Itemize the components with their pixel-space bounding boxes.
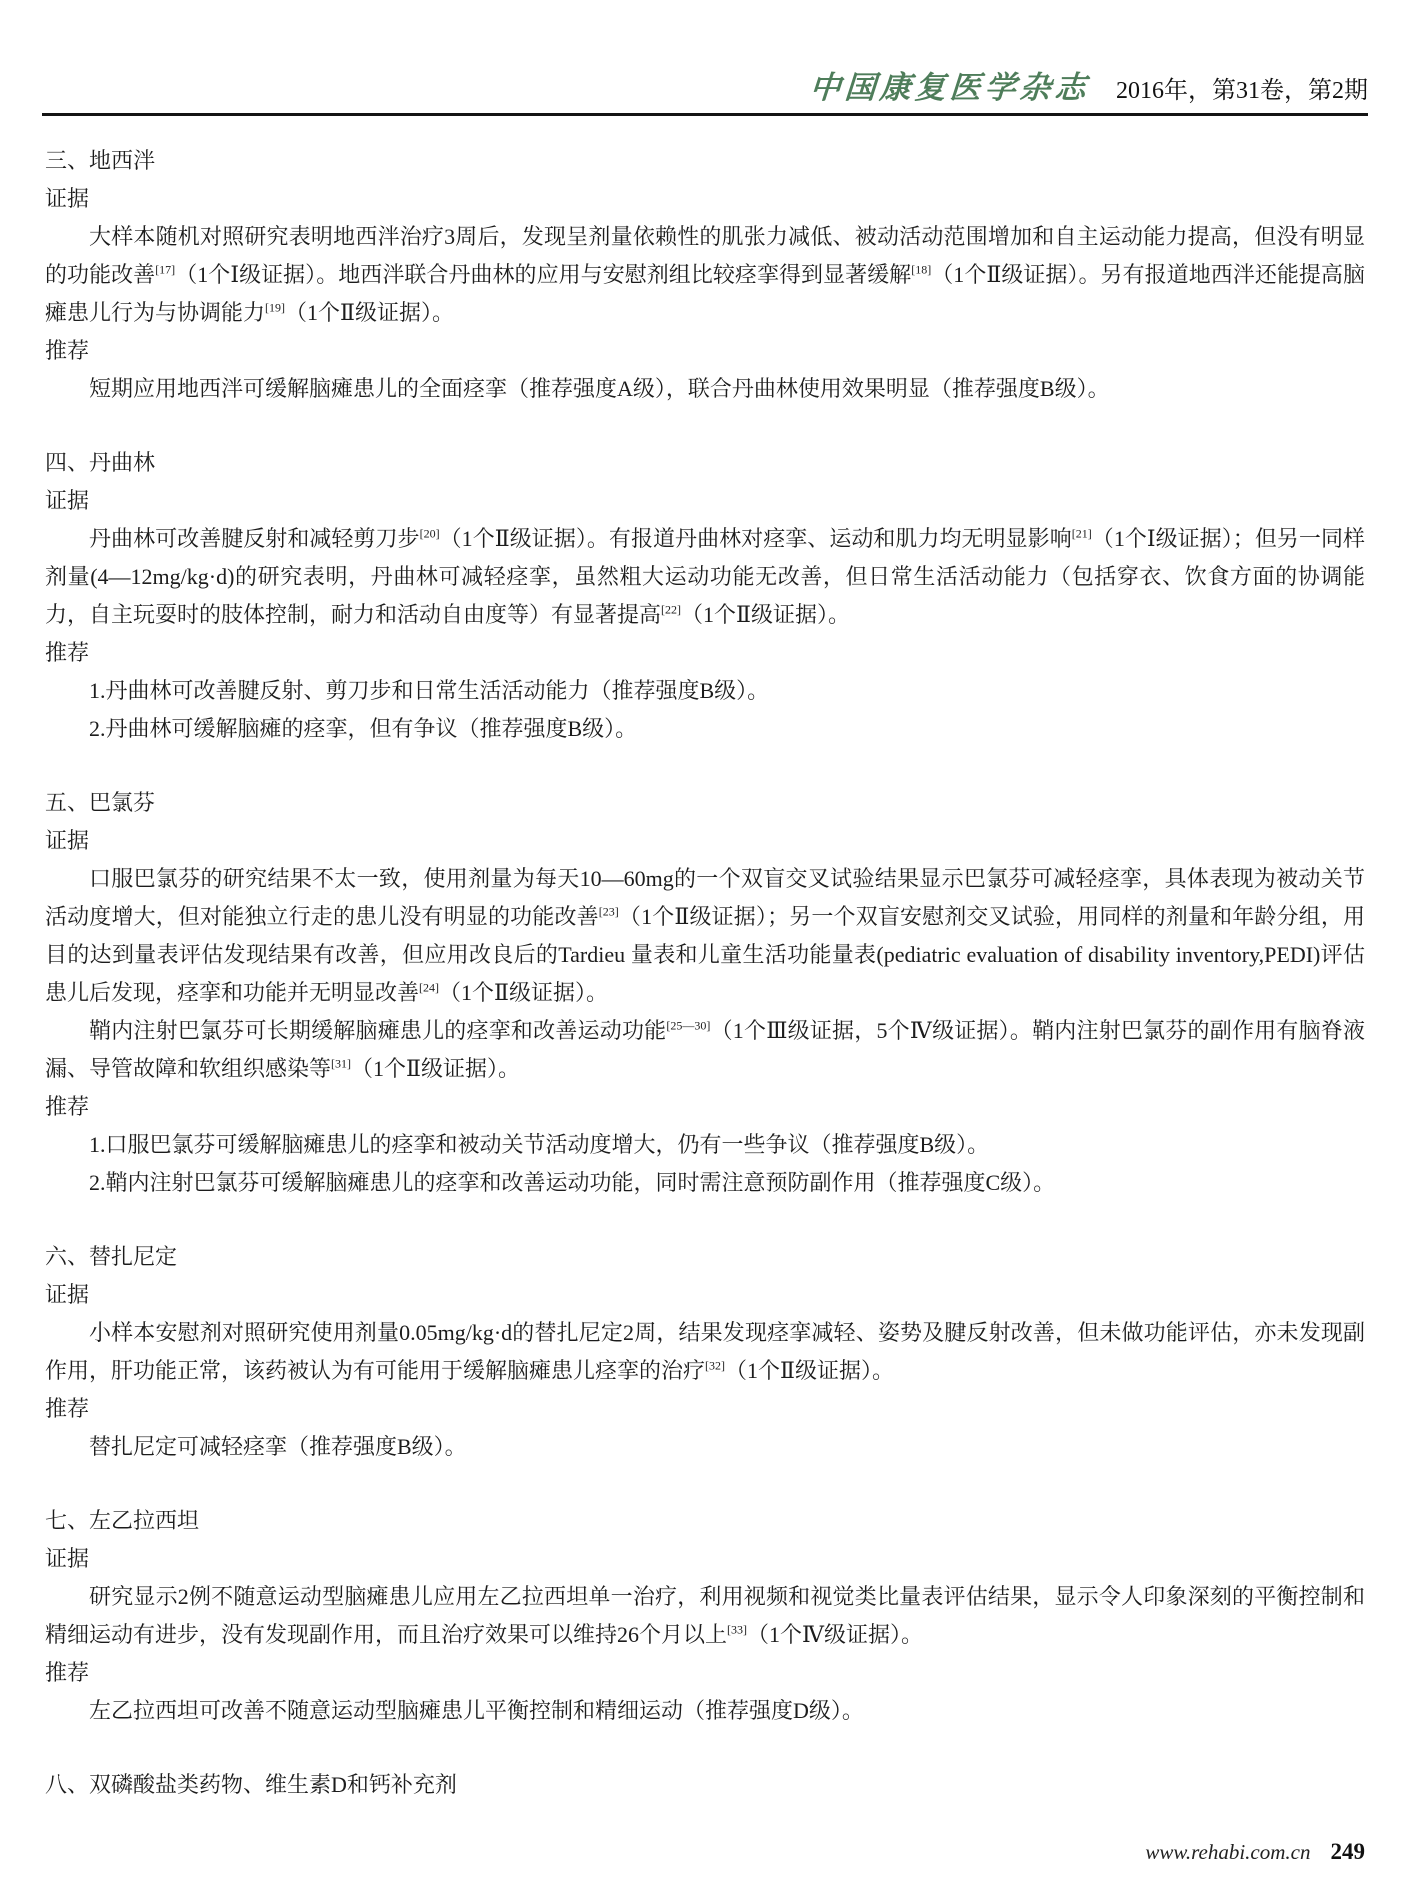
article-section [45,444,1365,748]
paragraph: 口服巴氯芬的研究结果不太一致，使用剂量为每天10—60mg的一个双盲交叉试验结果显示巴氯芬可减轻痉挛，具体表现为被动关节活动度增大，但对能独立行走的患儿没有明显的功能改善[23]（1个Ⅱ级证据）；另一个双盲安慰剂交叉试验，用同样的剂量和年龄分组，用目的达到量表评估发现结果有改善，但应用改良后的Tardieu 量表和儿童生活功能量表(pediatric evaluation of disability inventory,PEDI)评估患儿后发现，痉挛和功能并无明显改善[24]（1个Ⅱ级证据）。 [45,866,1365,1005]
page-footer [1145,1839,1365,1865]
subsection-label: 证据 [45,186,90,211]
article-section [45,1238,1365,1466]
paragraph: 丹曲林可改善腱反射和减轻剪刀步[20]（1个Ⅱ级证据）。有报道丹曲林对痉挛、运动和肌力均无明显影响[21]（1个Ⅰ级证据）；但另一同样剂量(4—12mg/kg·d)的研究表明，丹曲林可减轻痉挛，虽然粗大运动功能无改善，但日常生活活动能力（包括穿衣、饮食方面的协调能力，自主玩耍时的肢体控制，耐力和活动自由度等）有显著提高[22]（1个Ⅱ级证据）。 [45,526,1365,627]
paragraph: 2.鞘内注射巴氯芬可缓解脑瘫患儿的痉挛和改善运动功能，同时需注意预防副作用（推荐强度C级）。 [89,1170,1056,1195]
section-title: 六、替扎尼定 [45,1244,178,1269]
paragraph: 大样本随机对照研究表明地西泮治疗3周后，发现呈剂量依赖性的肌张力减低、被动活动范围增加和自主运动能力提高，但没有明显的功能改善[17]（1个Ⅰ级证据）。地西泮联合丹曲林的应用与安慰剂组比较痉挛得到显著缓解[18]（1个Ⅱ级证据）。另有报道地西泮还能提高脑瘫患儿行为与协调能力[19]（1个Ⅱ级证据）。 [45,224,1365,325]
article-section [45,142,1365,408]
paragraph: 左乙拉西坦可改善不随意运动型脑瘫患儿平衡控制和精细运动（推荐强度D级）。 [89,1698,864,1723]
paragraph: 短期应用地西泮可缓解脑瘫患儿的全面痉挛（推荐强度A级），联合丹曲林使用效果明显（推荐强度B级）。 [89,376,1110,401]
citation-ref: [21] [1071,526,1092,541]
citation-ref: [25—30] [666,1018,711,1033]
section-title: 五、巴氯芬 [45,790,156,815]
article-section [45,784,1365,1202]
section-title: 八、双磷酸盐类药物、维生素D和钙补充剂 [45,1772,457,1797]
subsection-label: 证据 [45,1546,90,1571]
page-number: 249 [1330,1839,1365,1864]
citation-ref: [32] [705,1358,726,1373]
paragraph: 研究显示2例不随意运动型脑瘫患儿应用左乙拉西坦单一治疗，利用视频和视觉类比量表评估结果，显示令人印象深刻的平衡控制和精细运动有进步，没有发现副作用，而且治疗效果可以维持26个月以上[33]（1个Ⅳ级证据）。 [45,1584,1365,1647]
article-section [45,1502,1365,1730]
page-header [42,0,1368,116]
subsection-label: 证据 [45,828,90,853]
section-title: 七、左乙拉西坦 [45,1508,200,1533]
subsection-label: 证据 [45,1282,90,1307]
citation-ref: [19] [265,300,286,315]
citation-ref: [23] [598,904,619,919]
paragraph: 1.口服巴氯芬可缓解脑瘫患儿的痉挛和被动关节活动度增大，仍有一些争议（推荐强度B级）。 [89,1132,990,1157]
citation-ref: [18] [911,262,932,277]
article-body [45,116,1365,1804]
website-url: www.rehabi.com.cn [1145,1840,1311,1864]
citation-ref: [31] [331,1056,352,1071]
subsection-label: 推荐 [45,1094,90,1119]
citation-ref: [22] [661,602,682,617]
citation-ref: [20] [419,526,440,541]
paragraph: 小样本安慰剂对照研究使用剂量0.05mg/kg·d的替扎尼定2周，结果发现痉挛减轻、姿势及腱反射改善，但未做功能评估，亦未发现副作用，肝功能正常，该药被认为有可能用于缓解脑瘫患儿痉挛的治疗[32]（1个Ⅱ级证据）。 [45,1320,1365,1383]
subsection-label: 推荐 [45,1660,90,1685]
section-title: 三、地西泮 [45,148,156,173]
article-section [45,1766,1365,1804]
paragraph: 1.丹曲林可改善腱反射、剪刀步和日常生活活动能力（推荐强度B级）。 [89,678,770,703]
journal-logo: 中国康复医学杂志 [808,70,1092,105]
citation-ref: [24] [419,980,440,995]
subsection-label: 证据 [45,488,90,513]
paragraph: 2.丹曲林可缓解脑瘫的痉挛，但有争议（推荐强度B级）。 [89,716,638,741]
subsection-label: 推荐 [45,640,90,665]
paragraph: 替扎尼定可减轻痉挛（推荐强度B级）。 [89,1434,467,1459]
citation-ref: [33] [727,1622,748,1637]
subsection-label: 推荐 [45,1396,90,1421]
subsection-label: 推荐 [45,338,90,363]
section-title: 四、丹曲林 [45,450,156,475]
issue-info: 2016年，第31卷，第2期 [1116,78,1368,104]
paragraph: 鞘内注射巴氯芬可长期缓解脑瘫患儿的痉挛和改善运动功能[25—30]（1个Ⅲ级证据，5个Ⅳ级证据）。鞘内注射巴氯芬的副作用有脑脊液漏、导管故障和软组织感染等[31]（1个Ⅱ级证据）。 [45,1018,1365,1081]
citation-ref: [17] [155,262,176,277]
